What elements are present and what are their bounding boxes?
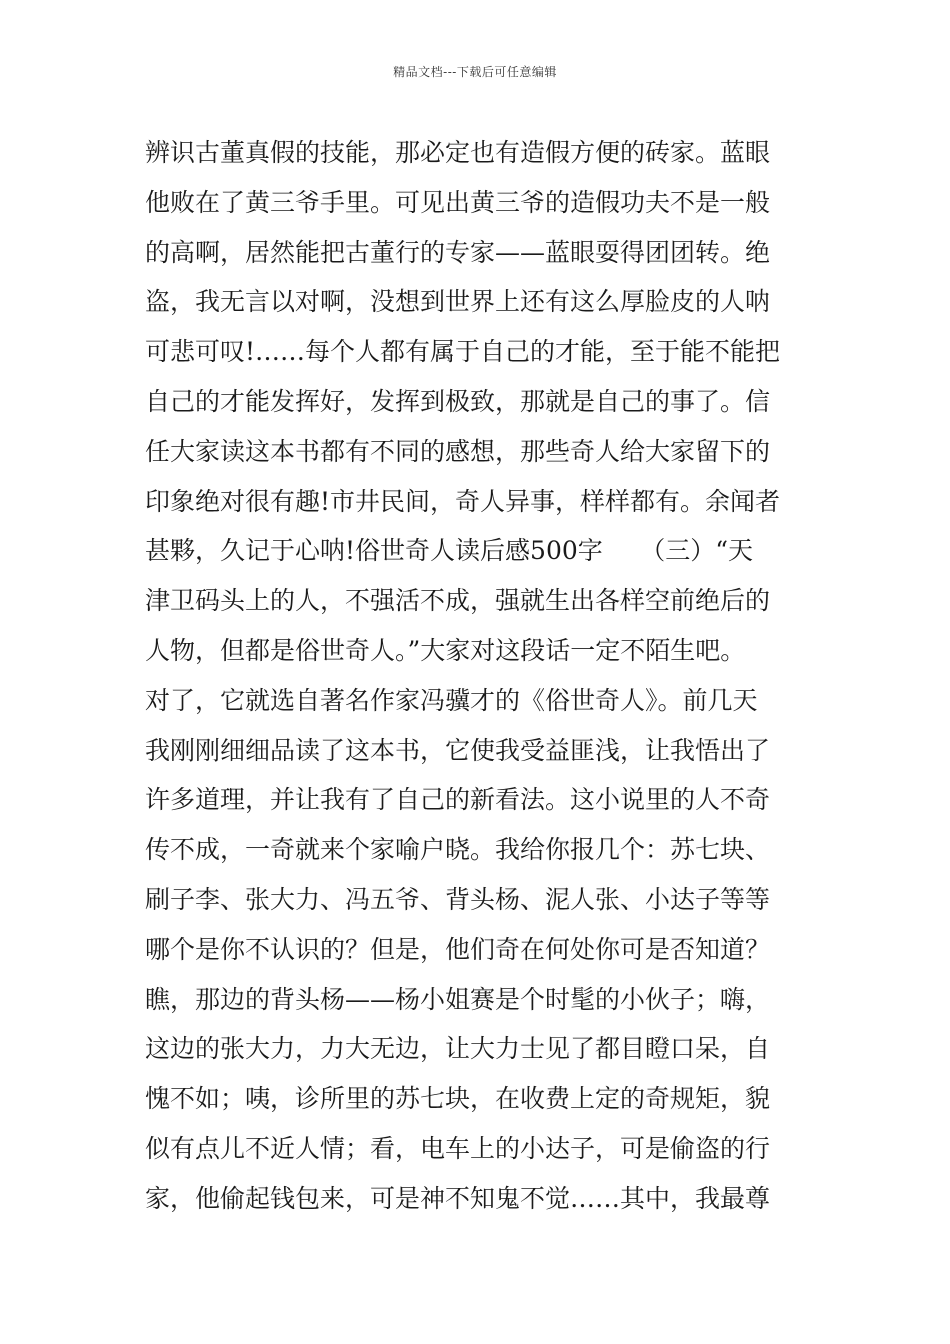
text-line: 津卫码头上的人，不强活不成，强就生出各样空前绝后的 xyxy=(145,586,771,616)
text-line: 哪个是你不认识的？但是，他们奇在何处你可是否知道？ xyxy=(145,934,771,964)
text-line: 可悲可叹!……每个人都有属于自己的才能，至于能不能把 xyxy=(145,337,781,367)
body-text xyxy=(145,128,825,1224)
text-line: 自己的才能发挥好，发挥到极致，那就是自己的事了。信 xyxy=(145,386,771,416)
text-line: 印象绝对很有趣!市井民间，奇人异事，样样都有。余闻者 xyxy=(145,486,781,516)
text-line: 任大家读这本书都有不同的感想，那些奇人给大家留下的 xyxy=(145,436,771,466)
text-line: 似有点儿不近人情；看，电车上的小达子，可是偷盗的行 xyxy=(145,1133,771,1163)
text-line: 对了，它就选自著名作家冯骥才的《俗世奇人》。前几天 xyxy=(145,685,758,715)
page-header: 精品文档---下载后可任意编辑 xyxy=(393,65,557,79)
text-line: 家，他偷起钱包来，可是神不知鬼不觉……其中，我最尊 xyxy=(145,1183,771,1213)
text-line: 的高啊，居然能把古董行的专家——蓝眼耍得团团转。绝 xyxy=(145,237,771,267)
text-line: 瞧，那边的背头杨——杨小姐赛是个时髦的小伙子；嗨， xyxy=(145,984,771,1014)
text-line: 盗，我无言以对啊，没想到世界上还有这么厚脸皮的人呐 xyxy=(145,287,771,317)
text-line: 他败在了黄三爷手里。可见出黄三爷的造假功夫不是一般 xyxy=(145,187,771,217)
text-line: 甚夥，久记于心呐!俗世奇人读后感500字 （三）“天 xyxy=(145,536,754,566)
text-line: 人物，但都是俗世奇人。”大家对这段话一定不陌生吧。 xyxy=(145,635,746,665)
text-line: 我刚刚细细品读了这本书，它使我受益匪浅，让我悟出了 xyxy=(145,735,771,765)
text-line: 刷子李、张大力、冯五爷、背头杨、泥人张、小达子等等 xyxy=(145,884,771,914)
text-line: 愧不如；咦，诊所里的苏七块，在收费上定的奇规矩，貌 xyxy=(145,1084,771,1114)
text-line: 这边的张大力，力大无边，让大力士见了都目瞪口呆，自 xyxy=(145,1034,771,1064)
text-line: 许多道理，并让我有了自己的新看法。这小说里的人不奇 xyxy=(145,785,771,815)
text-line: 辨识古董真假的技能，那必定也有造假方便的砖家。蓝眼 xyxy=(145,138,771,167)
text-line: 传不成，一奇就来个家喻户晓。我给你报几个：苏七块、 xyxy=(145,835,771,865)
